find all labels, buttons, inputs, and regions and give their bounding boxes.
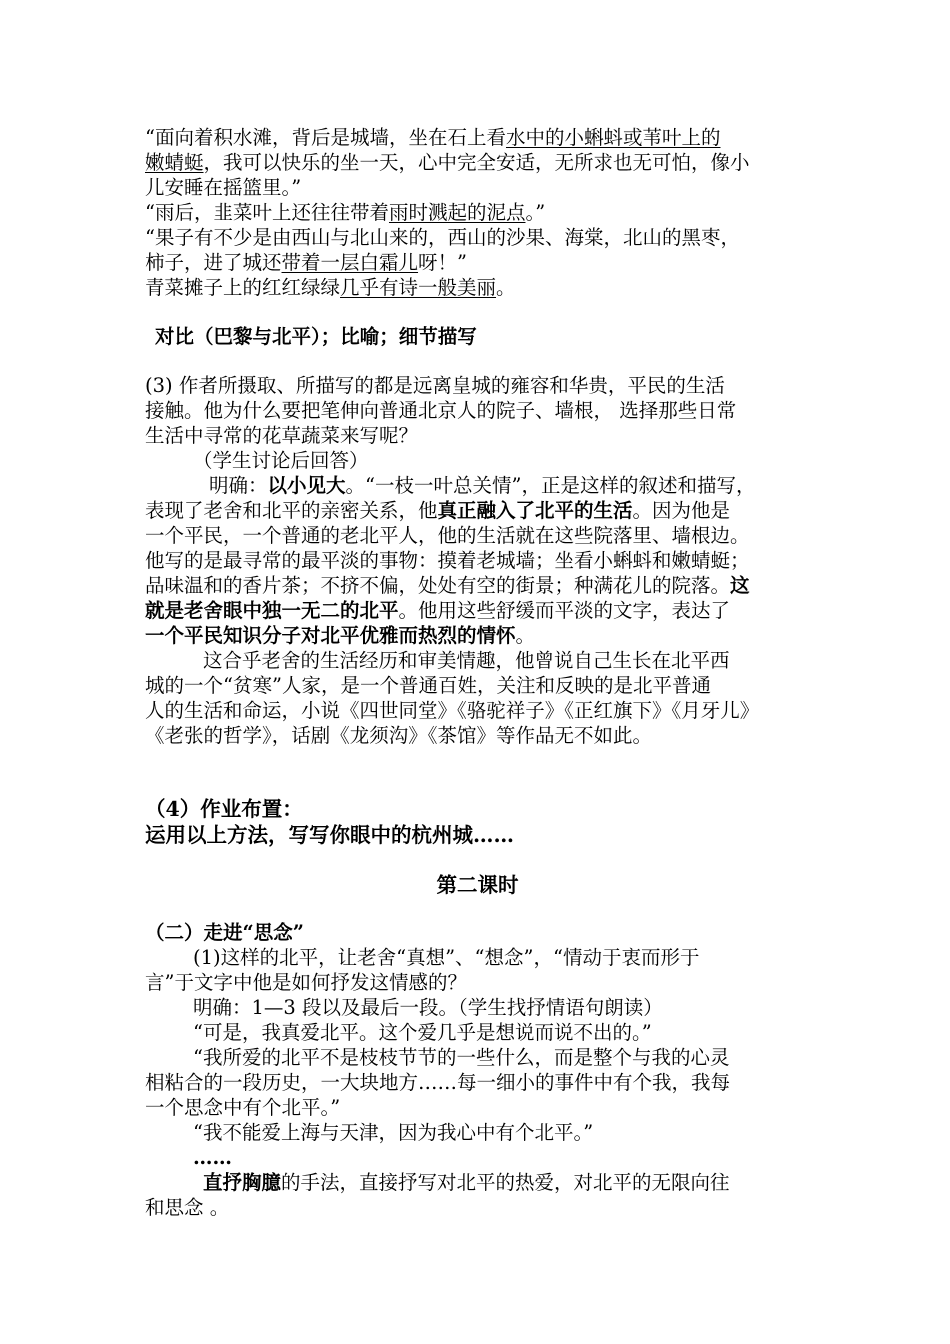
quote-after-rain: “雨后，韭菜叶上还往往带着雨时溅起的泥点。” bbox=[145, 201, 546, 224]
homework-task: 运用以上方法，写写你眼中的杭州城…… bbox=[145, 823, 514, 847]
answer-3: 明确：以小见大。“一枝一叶总关情”，正是这样的叙述和描写， 表现了老舍和北平的亲密关系，他真正融入了北平的生活。因为他是 一个平民，一个普通的老北平人，他的生活就在这些院落里、墙根边。 他写的是最寻常的最平淡的事物：摸着老城墙；坐看小蝌蚪和嫩蜻蜓； 品味温和的香片茶；不挤不偏，处处有空的街景；种满花儿的院落。这 就是老舍眼中独一无二的北平。他用这些舒缓而平淡的文字，表达了 一个平民知识分子对北平优雅而热烈的情怀。 bbox=[145, 474, 756, 647]
ellipsis: …… bbox=[193, 1146, 232, 1169]
love-quote-3: “我不能爱上海与天津，因为我心中有个北平。” bbox=[193, 1121, 594, 1144]
love-quote-2: “我所爱的北平不是枝枝节节的一些什么，而是整个与我的心灵 bbox=[193, 1046, 730, 1069]
underlined-phrase: 几乎有诗一般美丽 bbox=[340, 276, 497, 299]
conclusion: 直抒胸臆的手法，直接抒写对北平的热爱，对北平的无限向往 bbox=[203, 1171, 730, 1194]
technique-heading: 对比（巴黎与北平）；比喻；细节描写 bbox=[155, 325, 477, 348]
section-2-question: (1)这样的北平，让老舍“真想”、“想念”，“情动于衷而形于 言”于文字中他是如何抒发这情感的？ 明确：1—3 段以及最后一段。（学生找抒情语句朗读） “可是，我真爱北平。这个爱几乎是想说而说不出的。” “我所爱的北平不是枝枝节节的一些什么，而是整个与我的心灵 相粘合的一段历史，一大块地方……每一细小的事件中有个我，我每 一个思念中有个北平。” “我不能爱上海与天津，因为我心中有个北平。” …… 直抒胸臆的手法，直接抒写对北平的热爱，对北平的无限向往 和思念 。 bbox=[145, 945, 810, 1220]
underlined-phrase: 雨时溅起的泥点 bbox=[388, 201, 526, 224]
section-2-heading: （二）走进“思念” bbox=[145, 921, 304, 944]
homework-heading: （4）作业布置： bbox=[145, 797, 303, 821]
discussion-note: （学生讨论后回答） bbox=[193, 449, 369, 472]
lesson-2-title: 第二课时 bbox=[436, 873, 519, 897]
underlined-phrase: 带着一层白霜儿 bbox=[281, 251, 419, 274]
underlined-phrase: 嫩蜻蜓 bbox=[145, 151, 204, 174]
love-quote-1: “可是，我真爱北平。这个爱几乎是想说而说不出的。” bbox=[193, 1021, 652, 1044]
homework bbox=[145, 796, 810, 848]
quote-fruits: “果子有不少是由西山与北山来的，西山的沙果、海棠，北山的黑枣， 柿子，进了城还带着一层白霜儿呀！” bbox=[145, 226, 740, 274]
underlined-phrase: 水中的小蝌蚪或苇叶上的 bbox=[505, 126, 721, 149]
quote-water-pool: “面向着积水滩，背后是城墙，坐在石上看水中的小蝌蚪或苇叶上的 嫩蜻蜓，我可以快乐的坐一天，心中完全安适，无所求也无可怕，像小 儿安睡在摇篮里。” bbox=[145, 126, 750, 199]
section-2-answer: 明确：1—3 段以及最后一段。（学生找抒情语句朗读） bbox=[193, 996, 663, 1019]
background-paragraph: 这合乎老舍的生活经历和审美情趣，他曾说自己生长在北平西 城的一个“贫寒”人家，是一个普通百姓，关注和反映的是北平普通 人的生活和命运，小说《四世同堂》《骆驼祥子》《正红旗下》《月牙儿》 《老张的哲学》，话剧《龙须沟》《茶馆》等作品无不如此。 bbox=[145, 649, 760, 747]
question-3: (3) 作者所摄取、所描写的都是远离皇城的雍容和华贵，平民的生活 接触。他为什么要把笔伸向普通北京人的院子、墙根， 选择那些日常 生活中寻常的花草蔬菜来写呢？ （学生讨论后回答） bbox=[145, 373, 810, 473]
quote-vegetable-stall: 青菜摊子上的红红绿绿几乎有诗一般美丽。 bbox=[145, 276, 516, 299]
